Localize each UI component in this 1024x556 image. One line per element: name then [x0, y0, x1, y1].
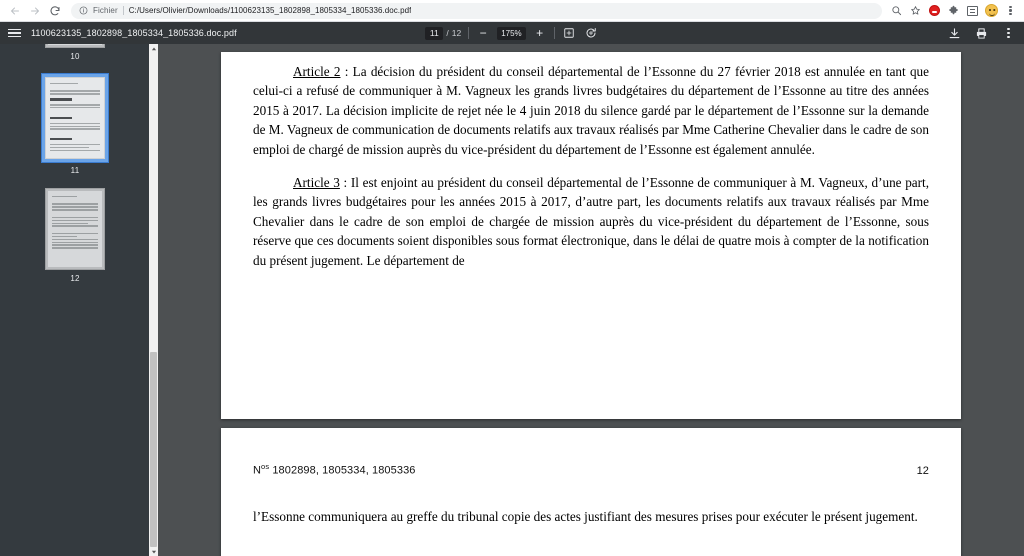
scroll-up-arrow-icon[interactable] — [149, 44, 158, 53]
thumbnail-text-line — [52, 242, 98, 243]
thumbnail-scrollbar-thumb[interactable] — [150, 352, 157, 547]
url-scheme-label: Fichier — [93, 6, 118, 15]
thumbnail-text-line — [50, 83, 78, 84]
thumbnail-text-line — [50, 138, 72, 140]
toolbar-divider-1 — [468, 27, 469, 39]
address-bar[interactable] — [71, 3, 882, 19]
scroll-down-arrow-icon[interactable] — [149, 547, 158, 556]
pdf-viewer-toolbar — [0, 22, 1024, 44]
thumbnail-text-line — [50, 104, 100, 105]
zoom-icon[interactable] — [889, 3, 904, 18]
page-12-header — [253, 462, 929, 477]
thumbnail-text-line — [52, 209, 98, 210]
profile-avatar-icon[interactable] — [984, 3, 999, 18]
article-2-paragraph — [253, 62, 929, 159]
thumbnail-text-line — [50, 150, 100, 151]
extension-red-icon[interactable] — [927, 3, 942, 18]
viewer-workspace — [0, 44, 1024, 556]
url-text: C:/Users/Olivier/Downloads/1100623135_1802898_1805334_1805336.doc.pdf — [128, 6, 412, 15]
article-3-paragraph — [253, 173, 929, 270]
thumbnail-page-preview — [48, 191, 102, 267]
download-icon[interactable] — [947, 26, 962, 41]
thumbnail-page-12[interactable] — [0, 188, 150, 283]
thumbnail-page-preview — [48, 44, 102, 45]
browser-chrome — [0, 0, 1024, 22]
reload-button[interactable] — [46, 2, 64, 20]
print-icon[interactable] — [974, 26, 989, 41]
thumbnail-text-line — [52, 233, 98, 234]
thumbnail-page-10[interactable] — [0, 44, 150, 61]
thumbnail-list[interactable] — [0, 44, 150, 556]
thumbnail-page-number: 12 — [70, 274, 80, 283]
pdf-page-11 — [221, 52, 961, 419]
thumbnail-text-line — [50, 90, 100, 91]
case-number-superscript: os — [261, 462, 270, 471]
extension-note-icon[interactable] — [965, 3, 980, 18]
arrow-left-icon — [9, 5, 21, 17]
thumbnail-text-line — [50, 126, 100, 127]
info-circle-icon[interactable] — [79, 6, 88, 15]
thumbnail-text-line — [52, 206, 98, 207]
document-viewport[interactable] — [158, 44, 1024, 556]
thumbnail-page-number: 10 — [70, 52, 80, 61]
thumbnail-text-line — [52, 225, 98, 226]
pdf-page-12 — [221, 428, 961, 556]
thumbnail-page-11[interactable] — [0, 74, 150, 175]
thumbnail-image — [45, 188, 105, 270]
forward-button[interactable] — [26, 2, 44, 20]
thumbnail-text-line — [50, 128, 100, 129]
zoom-in-button[interactable]: + — [536, 26, 544, 40]
case-number-prefix: N — [253, 464, 262, 477]
thumbnail-text-line — [52, 212, 98, 215]
extensions-puzzle-icon[interactable] — [946, 3, 961, 18]
thumbnail-text-line — [50, 144, 100, 145]
thumbnail-text-line — [50, 117, 72, 119]
article-3-label: Article 3 — [293, 175, 340, 191]
thumbnail-text-line — [52, 244, 98, 245]
thumbnail-text-line — [50, 98, 72, 100]
fit-to-page-icon[interactable] — [562, 26, 577, 41]
article-2-label: Article 2 — [293, 64, 341, 79]
page-indicator — [425, 27, 461, 40]
thumbnail-page-preview — [46, 78, 104, 158]
thumbnail-image — [42, 74, 108, 162]
thumbnail-text-line — [50, 110, 100, 113]
arrow-right-icon — [29, 5, 41, 17]
thumbnail-image — [45, 44, 105, 48]
thumbnail-text-line — [50, 86, 100, 89]
thumbnail-text-line — [50, 131, 100, 134]
page-separator: / — [446, 28, 449, 38]
thumbnail-text-line — [52, 217, 98, 218]
more-options-kebab-icon[interactable] — [1001, 26, 1016, 41]
reload-icon — [49, 5, 61, 17]
browser-action-icons — [889, 3, 1018, 18]
zoom-out-button[interactable]: − — [479, 26, 487, 40]
thumbnail-text-line — [52, 236, 77, 237]
thumbnail-text-line — [50, 93, 100, 94]
pdf-filename: 1100623135_1802898_1805334_1805336.doc.pdf — [31, 28, 237, 38]
rotate-icon[interactable] — [584, 26, 599, 41]
total-pages: 12 — [451, 28, 462, 38]
bookmark-star-icon[interactable] — [908, 3, 923, 18]
zoom-level-display[interactable]: 175% — [497, 27, 525, 40]
page-number-input[interactable] — [425, 27, 443, 40]
case-numbers — [253, 462, 416, 477]
thumbnail-scrollbar[interactable] — [149, 44, 158, 556]
thumbnail-text-line — [52, 203, 98, 204]
hamburger-menu-icon[interactable] — [8, 29, 21, 38]
article-3-text: : Il est enjoint au président du conseil départemental de l’Essonne de communiquer à M. Vagneux, d’une part, les grands livres budgétaires pour les années 2015 à 2017, d’autre part, les documents relatifs aux travaux réalisés par Mme Chevalier dans le cadre de son emploi de chargée de mission auprès du vice-président du département de l’Essonne, sous réserve que ces documents soient disponibles sous format électronique, dans le délai de quatre mois à compter de la notification du présent jugement. Le département de — [253, 175, 930, 268]
case-number-list: 1802898, 1805334, 1805336 — [272, 464, 416, 477]
thumbnail-text-line — [52, 223, 88, 224]
toolbar-divider-2 — [554, 27, 555, 39]
thumbnail-text-line — [52, 239, 98, 240]
thumbnail-text-line — [52, 220, 98, 221]
thumbnail-page-number: 11 — [70, 166, 80, 175]
thumbnail-text-line — [52, 247, 98, 248]
avatar — [985, 4, 998, 17]
chrome-menu-kebab-icon[interactable] — [1003, 3, 1018, 18]
thumbnail-text-line — [50, 147, 89, 148]
page-number-label: 12 — [916, 464, 929, 477]
thumbnail-sidebar — [0, 44, 158, 556]
thumbnail-text-line — [50, 123, 100, 124]
thumbnail-text-line — [50, 107, 100, 108]
thumbnail-text-line — [52, 196, 77, 197]
article-2-text: : La décision du président du conseil départemental de l’Essonne du 27 février 2018 est annulée en tant que celui-ci a refusé de communiquer à M. Vagneux les grands livres budgétaires du département de l’Essonne au titre des années 2015 à 2017. La décision implicite de rejet née le 4 juin 2018 du silence gardé par le département de l’Essonne sur la demande de M. Vagneux de communication de documents relatifs aux travaux réalisés par Mme Catherine Chevalier dans le cadre de son emploi de chargé de mission auprès du vice-président du département de l’Essonne est également annulée. — [253, 64, 929, 157]
thumbnail-text-line — [52, 199, 98, 202]
thumbnail-text-line — [52, 228, 98, 231]
page-12-body: l’Essonne communiquera au greffe du tribunal copie des actes justifiant des mesures prises pour exécuter le présent jugement. — [253, 508, 918, 524]
omnibox-divider — [123, 6, 124, 15]
back-button[interactable] — [6, 2, 24, 20]
